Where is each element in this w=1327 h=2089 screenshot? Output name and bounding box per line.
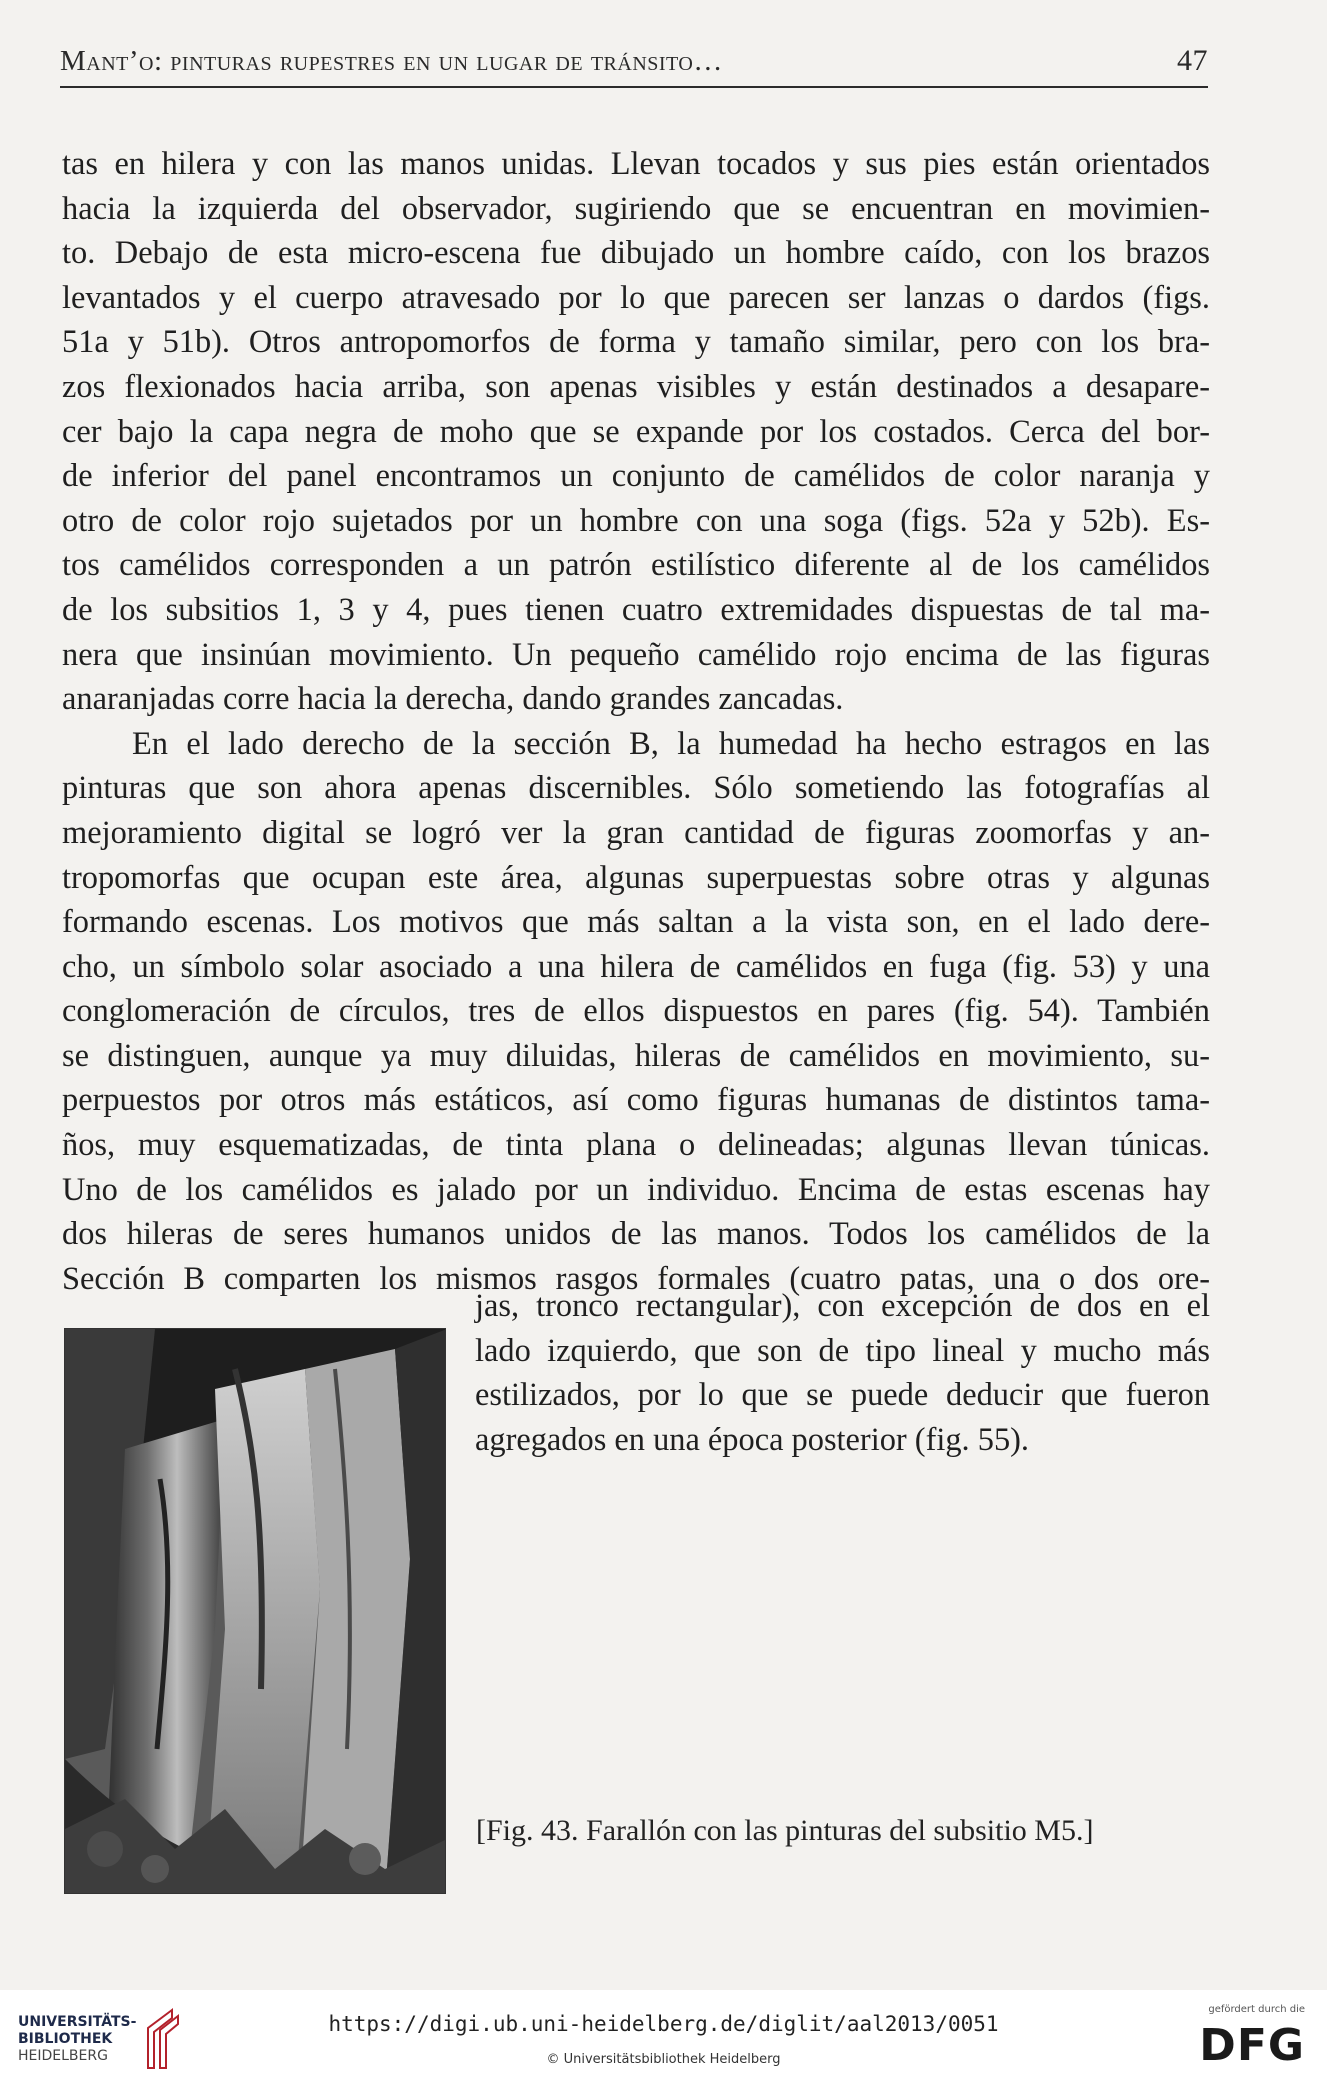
text-line: Sección B comparten los mismos rasgos formales (cuatro patas, una o dos ore- <box>62 1260 1210 1297</box>
paragraph-2 <box>62 722 1210 1302</box>
text-line: pinturas que son ahora apenas discernibles. Sólo sometiendo las fotografías al <box>62 770 1210 807</box>
text-line: lado izquierdo, que son de tipo lineal y mucho más <box>475 1332 1210 1369</box>
text-line: estilizados, por lo que se puede deducir que fueron <box>475 1377 1210 1414</box>
source-url-link[interactable]: https://digi.ub.uni-heidelberg.de/diglit/aal2013/0051 <box>328 2012 999 2036</box>
text-line: levantados y el cuerpo atravesado por lo que parecen ser lanzas o dardos (figs. <box>62 279 1210 316</box>
text-line: tas en hilera y con las manos unidas. Llevan tocados y sus pies están orientados <box>62 146 1210 182</box>
text-line: perpuestos por otros más estáticos, así como figuras humanas de distintos tama- <box>62 1082 1210 1119</box>
footer <box>0 1990 1327 2089</box>
copyright: © Universitätsbibliothek Heidelberg <box>546 2052 781 2067</box>
body-text <box>62 142 1210 1301</box>
wrapped-text <box>475 1284 1210 1462</box>
text-line: anaranjadas corre hacia la derecha, dando grandes zancadas. <box>62 681 844 718</box>
cliff-photo <box>64 1328 446 1894</box>
text-line: tos camélidos corresponden a un patrón estilístico diferente al de los camélidos <box>62 547 1210 584</box>
text-line: se distinguen, aunque ya muy diluidas, hileras de camélidos en movimiento, su- <box>62 1037 1210 1074</box>
dfg-logo: DFG <box>1199 2020 1305 2071</box>
text-line: 51a y 51b). Otros antropomorfos de forma y tamaño similar, pero con los bra- <box>62 324 1210 361</box>
library-line-1: UNIVERSITÄTS- <box>18 2014 137 2030</box>
text-line: En el lado derecho de la sección B, la humedad ha hecho estragos en las <box>132 725 1210 762</box>
text-line: dos hileras de seres humanos unidos de las manos. Todos los camélidos de la <box>62 1216 1210 1253</box>
text-line: ños, muy esquematizadas, de tinta plana o delineadas; algunas llevan túnicas. <box>62 1127 1210 1164</box>
text-line: jas, tronco rectangular), con excepción de dos en el <box>475 1288 1210 1324</box>
page-number: 47 <box>1177 44 1208 77</box>
text-line: conglomeración de círculos, tres de ellos dispuestos en pares (fig. 54). También <box>62 993 1210 1030</box>
running-title: Mant’o: pinturas rupestres en un lugar de tránsito… <box>60 45 723 77</box>
text-line: cer bajo la capa negra de moho que se expande por los costados. Cerca del bor- <box>62 413 1210 450</box>
text-line: hacia la izquierda del observador, sugiriendo que se encuentran en movimien- <box>62 190 1210 227</box>
text-line: de los subsitios 1, 3 y 4, pues tienen cuatro extremidades dispuestas de tal ma- <box>62 591 1210 628</box>
figure-caption: [Fig. 43. Farallón con las pinturas del subsitio M5.] <box>476 1814 1094 1847</box>
library-line-3: HEIDELBERG <box>18 2048 108 2064</box>
text-line: tropomorfas que ocupan este área, algunas superpuestas sobre otras y algunas <box>62 859 1210 896</box>
text-line: zos flexionados hacia arriba, son apenas visibles y están destinados a desapare- <box>62 368 1210 405</box>
funder-note: gefördert durch die <box>1208 2004 1305 2015</box>
header-rule <box>60 86 1208 88</box>
text-line: de inferior del panel encontramos un conjunto de camélidos de color naranja y <box>62 458 1210 495</box>
text-line: to. Debajo de esta micro-escena fue dibujado un hombre caído, con los brazos <box>62 235 1210 272</box>
text-line: nera que insinúan movimiento. Un pequeño camélido rojo encima de las figuras <box>62 636 1210 673</box>
library-line-2: BIBLIOTHEK <box>18 2031 113 2047</box>
text-line: formando escenas. Los motivos que más saltan a la vista son, en el lado dere- <box>62 904 1210 941</box>
text-line: agregados en una época posterior (fig. 55). <box>475 1421 1030 1458</box>
text-line: mejoramiento digital se logró ver la gran cantidad de figuras zoomorfas y an- <box>62 814 1210 851</box>
text-line: Uno de los camélidos es jalado por un individuo. Encima de estas escenas hay <box>62 1171 1210 1208</box>
running-header <box>60 44 1208 78</box>
text-line: otro de color rojo sujetados por un hombre con una soga (figs. 52a y 52b). Es- <box>62 502 1210 539</box>
paragraph-1 <box>62 142 1210 722</box>
text-line: cho, un símbolo solar asociado a una hilera de camélidos en fuga (fig. 53) y una <box>62 948 1210 985</box>
